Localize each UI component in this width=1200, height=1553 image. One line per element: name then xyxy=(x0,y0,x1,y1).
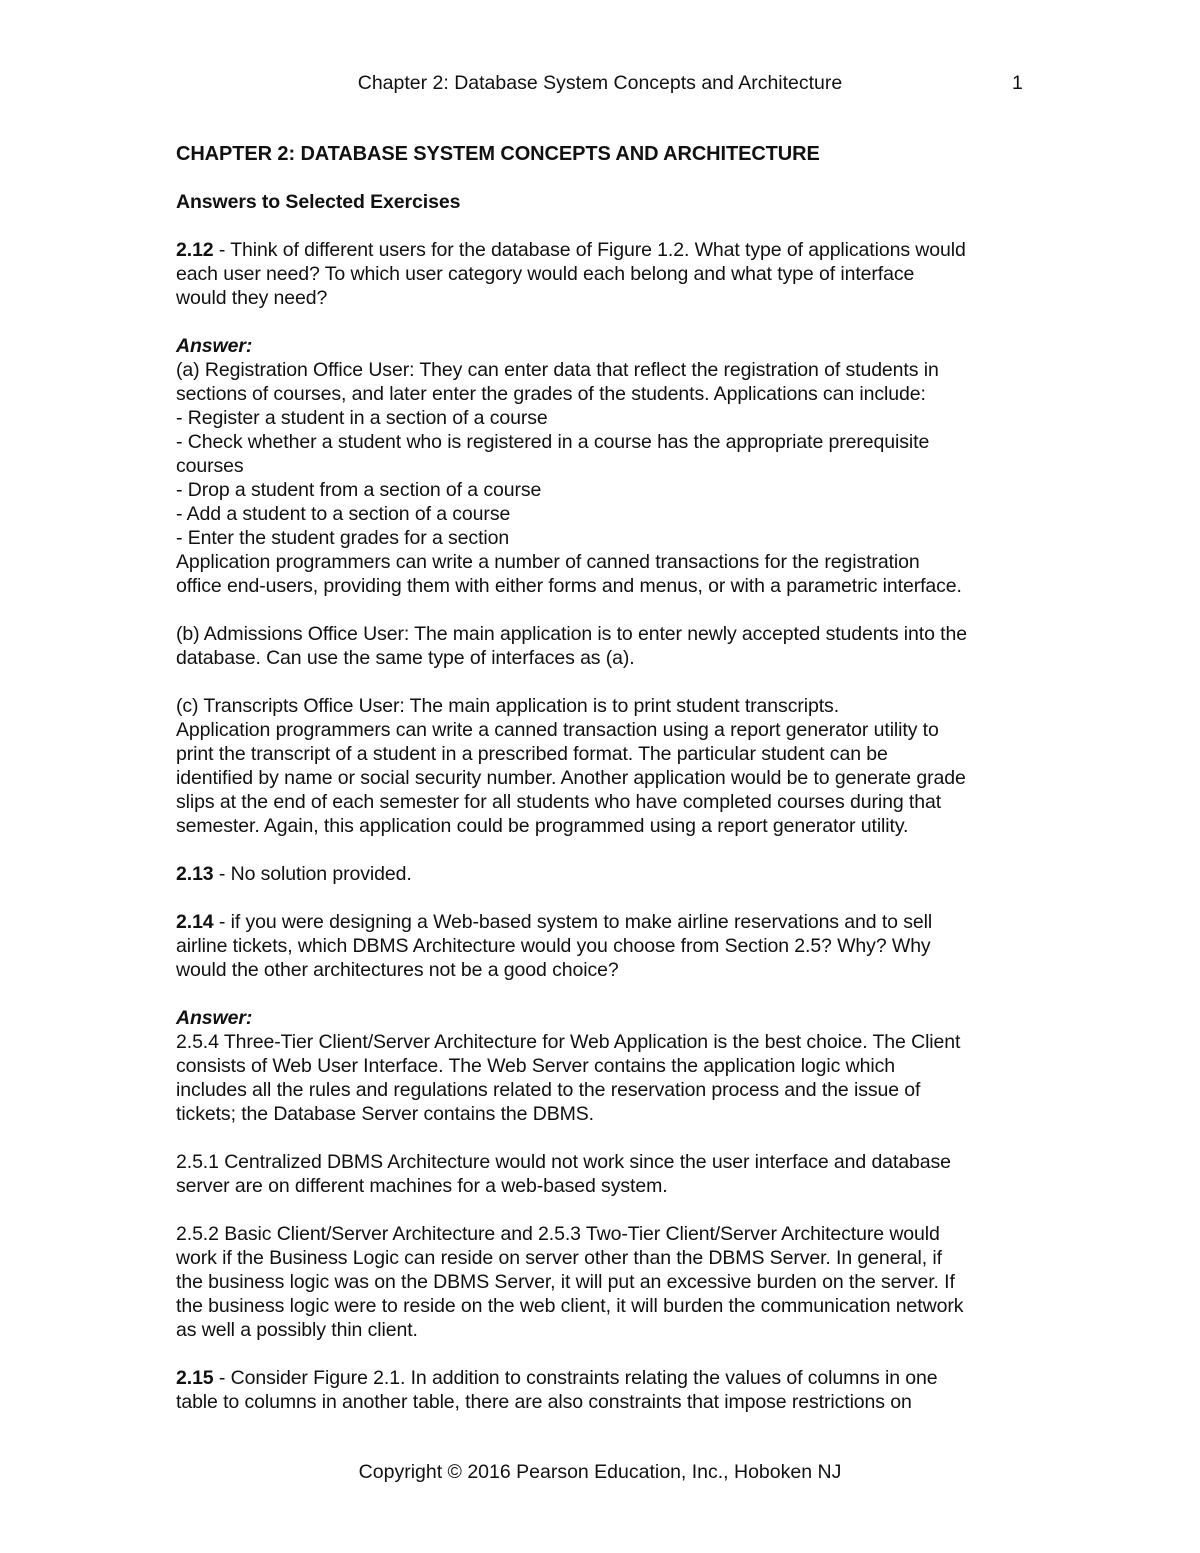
answer-line: semester. Again, this application could be programmed using a report generator utility. xyxy=(176,815,909,837)
answer-line: consists of Web User Interface. The Web Server contains the application logic which xyxy=(176,1055,895,1077)
answer-line: Application programmers can write a number of canned transactions for the registration xyxy=(176,551,920,573)
question-text-line: would they need? xyxy=(176,287,328,309)
answer-line: the business logic was on the DBMS Server, it will put an excessive burden on the server. If xyxy=(176,1271,955,1293)
question-2-13 xyxy=(176,862,1036,886)
answer-line: Application programmers can write a canned transaction using a report generator utility to xyxy=(176,719,939,741)
answer-label: Answer: xyxy=(176,335,253,357)
question-number: 2.13 xyxy=(176,863,214,885)
answer-line: 2.5.2 Basic Client/Server Architecture and 2.5.3 Two-Tier Client/Server Architecture would xyxy=(176,1223,940,1245)
question-text-line: would the other architectures not be a good choice? xyxy=(176,959,619,981)
question-text: - if you were designing a Web-based system to make airline reservations and to sell xyxy=(213,911,933,933)
question-number: 2.12 xyxy=(176,239,214,261)
answer-line: - Check whether a student who is registered in a course has the appropriate prerequisite xyxy=(176,431,930,453)
chapter-title: CHAPTER 2: DATABASE SYSTEM CONCEPTS AND ARCHITECTURE xyxy=(176,143,820,165)
answer-line: identified by name or social security number. Another application would be to generate grade xyxy=(176,767,966,789)
answer-line: sections of courses, and later enter the grades of the students. Applications can include: xyxy=(176,383,926,405)
answer-line: (c) Transcripts Office User: The main application is to print student transcripts. xyxy=(176,695,840,717)
answer-line: slips at the end of each semester for all students who have completed courses during that xyxy=(176,791,942,813)
question-2-14 xyxy=(176,910,1036,934)
answer-label: Answer: xyxy=(176,1007,253,1029)
answer-line: the business logic were to reside on the web client, it will burden the communication network xyxy=(176,1295,964,1317)
question-text-line: airline tickets, which DBMS Architecture would you choose from Section 2.5? Why? Why xyxy=(176,935,931,957)
answer-line: courses xyxy=(176,455,244,477)
answer-line: tickets; the Database Server contains the DBMS. xyxy=(176,1103,594,1125)
answer-line: server are on different machines for a web-based system. xyxy=(176,1175,668,1197)
document-body xyxy=(176,141,1036,1414)
question-text: - Think of different users for the database of Figure 1.2. What type of applications would xyxy=(213,239,966,261)
page-number: 1 xyxy=(1012,72,1023,94)
question-2-12 xyxy=(176,238,1036,262)
question-text-line: table to columns in another table, there are also constraints that impose restrictions on xyxy=(176,1391,912,1413)
section-subtitle: Answers to Selected Exercises xyxy=(176,191,461,213)
question-2-15 xyxy=(176,1366,1036,1390)
answer-line: print the transcript of a student in a prescribed format. The particular student can be xyxy=(176,743,888,765)
answer-line: database. Can use the same type of interfaces as (a). xyxy=(176,647,635,669)
question-text: - Consider Figure 2.1. In addition to constraints relating the values of columns in one xyxy=(213,1367,938,1389)
running-header: Chapter 2: Database System Concepts and Architecture xyxy=(357,72,843,94)
answer-line: - Enter the student grades for a section xyxy=(176,527,510,549)
answer-line: - Add a student to a section of a course xyxy=(176,503,511,525)
question-number: 2.14 xyxy=(176,911,214,933)
question-text: - No solution provided. xyxy=(213,863,412,885)
answer-line: - Drop a student from a section of a course xyxy=(176,479,542,501)
question-number: 2.15 xyxy=(176,1367,214,1389)
answer-line: work if the Business Logic can reside on server other than the DBMS Server. In general, if xyxy=(176,1247,942,1269)
answer-line: (a) Registration Office User: They can enter data that reflect the registration of students in xyxy=(176,359,939,381)
answer-line: office end-users, providing them with either forms and menus, or with a parametric interface. xyxy=(176,575,962,597)
answer-line: includes all the rules and regulations related to the reservation process and the issue of xyxy=(176,1079,921,1101)
answer-line: as well a possibly thin client. xyxy=(176,1319,418,1341)
answer-line: - Register a student in a section of a course xyxy=(176,407,548,429)
answer-line: 2.5.1 Centralized DBMS Architecture would not work since the user interface and database xyxy=(176,1151,951,1173)
copyright-footer: Copyright © 2016 Pearson Education, Inc., Hoboken NJ xyxy=(358,1461,842,1483)
answer-line: 2.5.4 Three-Tier Client/Server Architecture for Web Application is the best choice. The Client xyxy=(176,1031,961,1053)
question-text-line: each user need? To which user category would each belong and what type of interface xyxy=(176,263,915,285)
answer-line: (b) Admissions Office User: The main application is to enter newly accepted students into the xyxy=(176,623,967,645)
